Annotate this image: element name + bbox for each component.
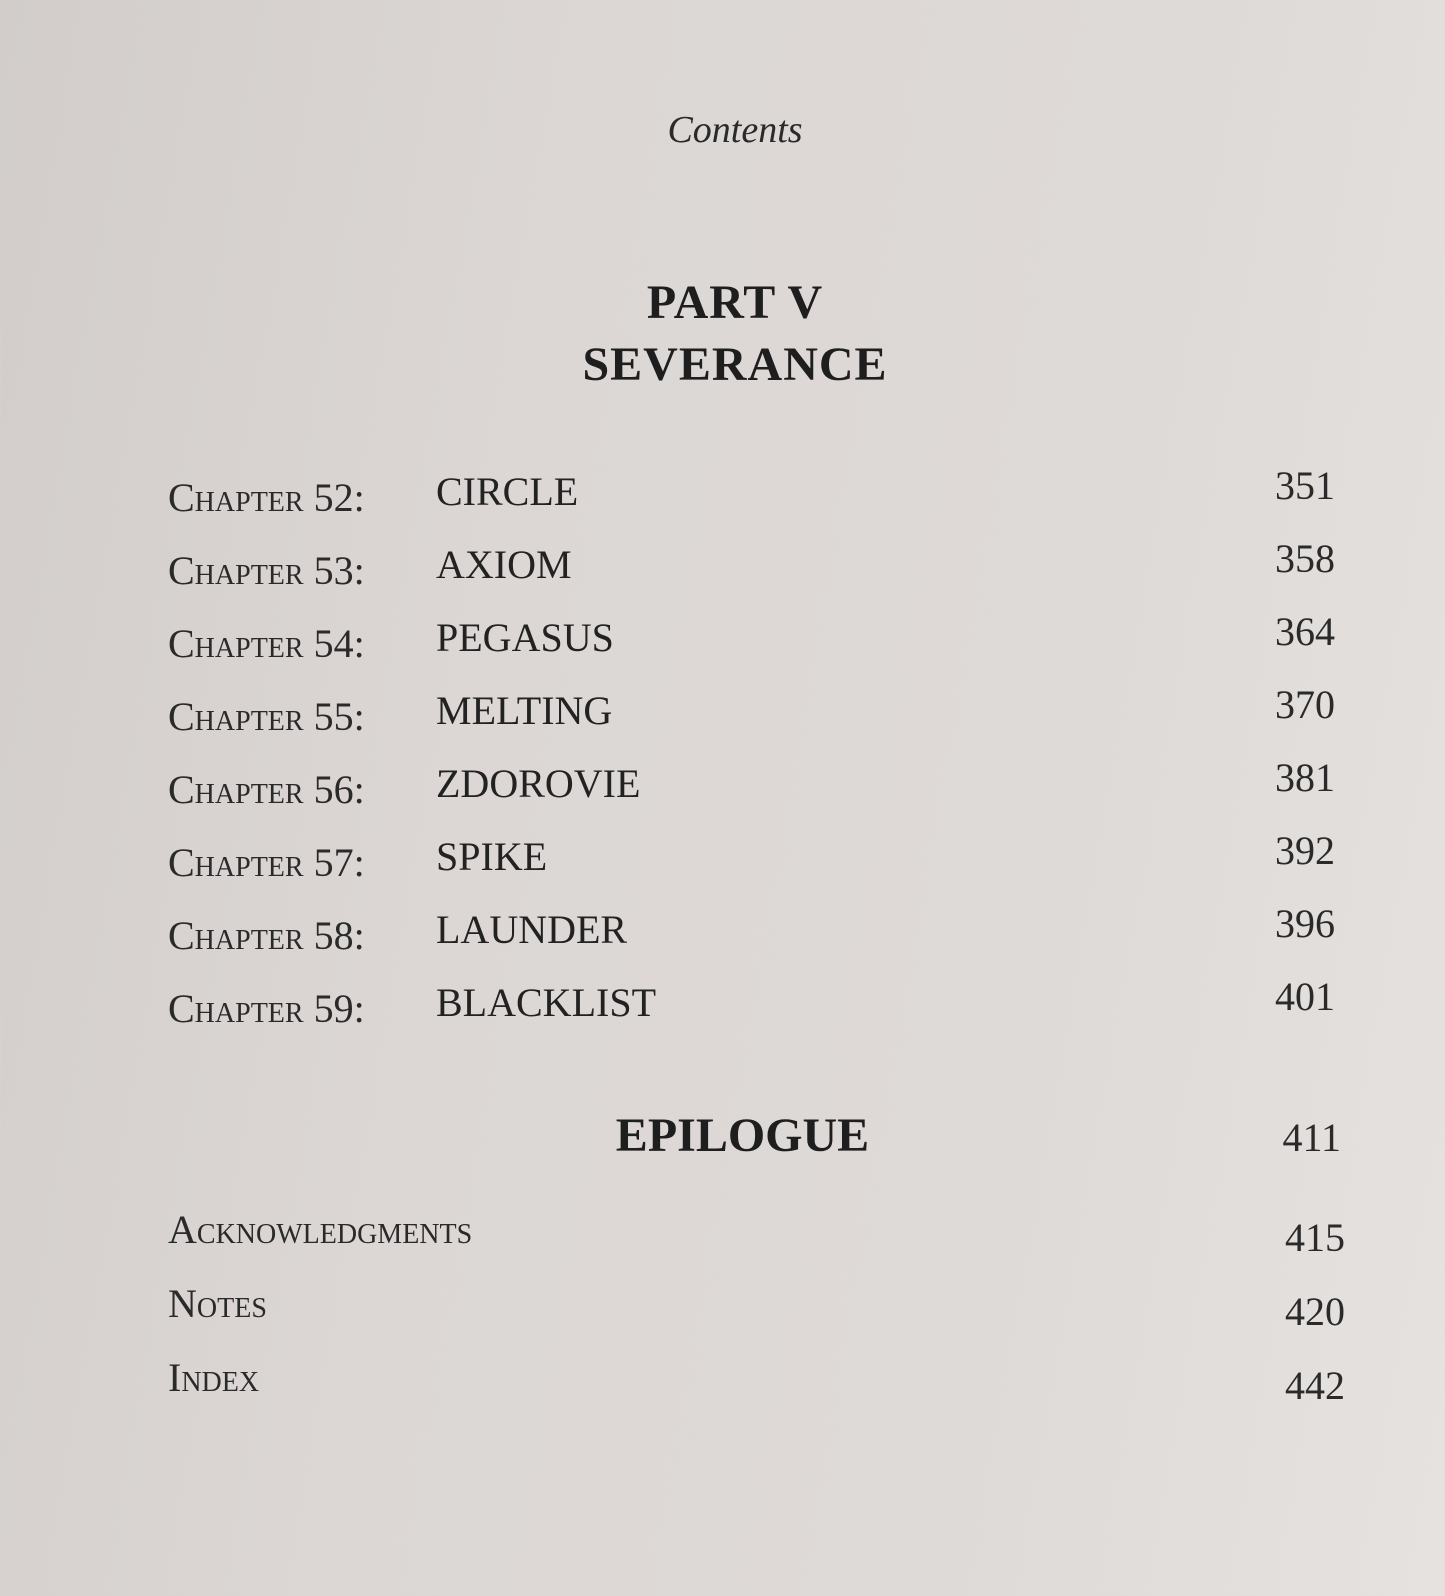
chapter-row — [0, 754, 1445, 827]
chapter-label: Chapter 58: — [168, 913, 365, 958]
back-matter-row — [0, 1354, 1445, 1428]
chapter-title: ZDOROVIE — [436, 761, 641, 806]
part-number: PART V — [646, 276, 824, 329]
chapter-title: SPIKE — [436, 834, 548, 879]
page-number: 370 — [1275, 682, 1335, 727]
back-matter-list — [0, 1206, 1445, 1428]
page-number: 442 — [1285, 1363, 1345, 1408]
back-matter-label: Index — [168, 1355, 260, 1400]
chapter-row — [0, 462, 1445, 535]
part-title: SEVERANCE — [582, 338, 888, 391]
chapter-row — [0, 900, 1445, 973]
chapter-label: Chapter 54: — [168, 621, 365, 666]
page-number: 351 — [1275, 463, 1335, 508]
chapter-title: CIRCLE — [436, 469, 579, 514]
epilogue-title: EPILOGUE — [615, 1109, 870, 1162]
chapter-row — [0, 827, 1445, 900]
chapter-label: Chapter 55: — [168, 694, 365, 739]
back-matter-label: Notes — [168, 1281, 267, 1326]
back-matter-label: Acknowledgments — [168, 1207, 473, 1252]
chapter-list — [0, 462, 1445, 1046]
running-head: Contents — [667, 109, 803, 151]
back-matter-row — [0, 1280, 1445, 1354]
page-number: 411 — [1282, 1115, 1341, 1160]
chapter-label: Chapter 52: — [168, 475, 365, 520]
page-number: 381 — [1275, 755, 1335, 800]
chapter-row — [0, 608, 1445, 681]
page-number: 401 — [1275, 974, 1335, 1019]
chapter-row — [0, 535, 1445, 608]
chapter-row — [0, 681, 1445, 754]
back-matter-row — [0, 1206, 1445, 1280]
chapter-title: LAUNDER — [436, 907, 628, 952]
chapter-title: PEGASUS — [436, 615, 614, 660]
chapter-title: BLACKLIST — [436, 980, 656, 1025]
page-number: 364 — [1275, 609, 1335, 654]
chapter-title: AXIOM — [436, 542, 572, 587]
page-number: 358 — [1275, 536, 1335, 581]
chapter-label: Chapter 57: — [168, 840, 365, 885]
page-number: 392 — [1275, 828, 1335, 873]
page-number: 396 — [1275, 901, 1335, 946]
epilogue-entry — [0, 1108, 1445, 1178]
chapter-label: Chapter 53: — [168, 548, 365, 593]
chapter-title: MELTING — [436, 688, 613, 733]
chapter-label: Chapter 59: — [168, 986, 365, 1031]
page-number: 415 — [1285, 1215, 1345, 1260]
chapter-row — [0, 973, 1445, 1046]
page-number: 420 — [1285, 1289, 1345, 1334]
part-heading — [0, 272, 1445, 396]
chapter-label: Chapter 56: — [168, 767, 365, 812]
